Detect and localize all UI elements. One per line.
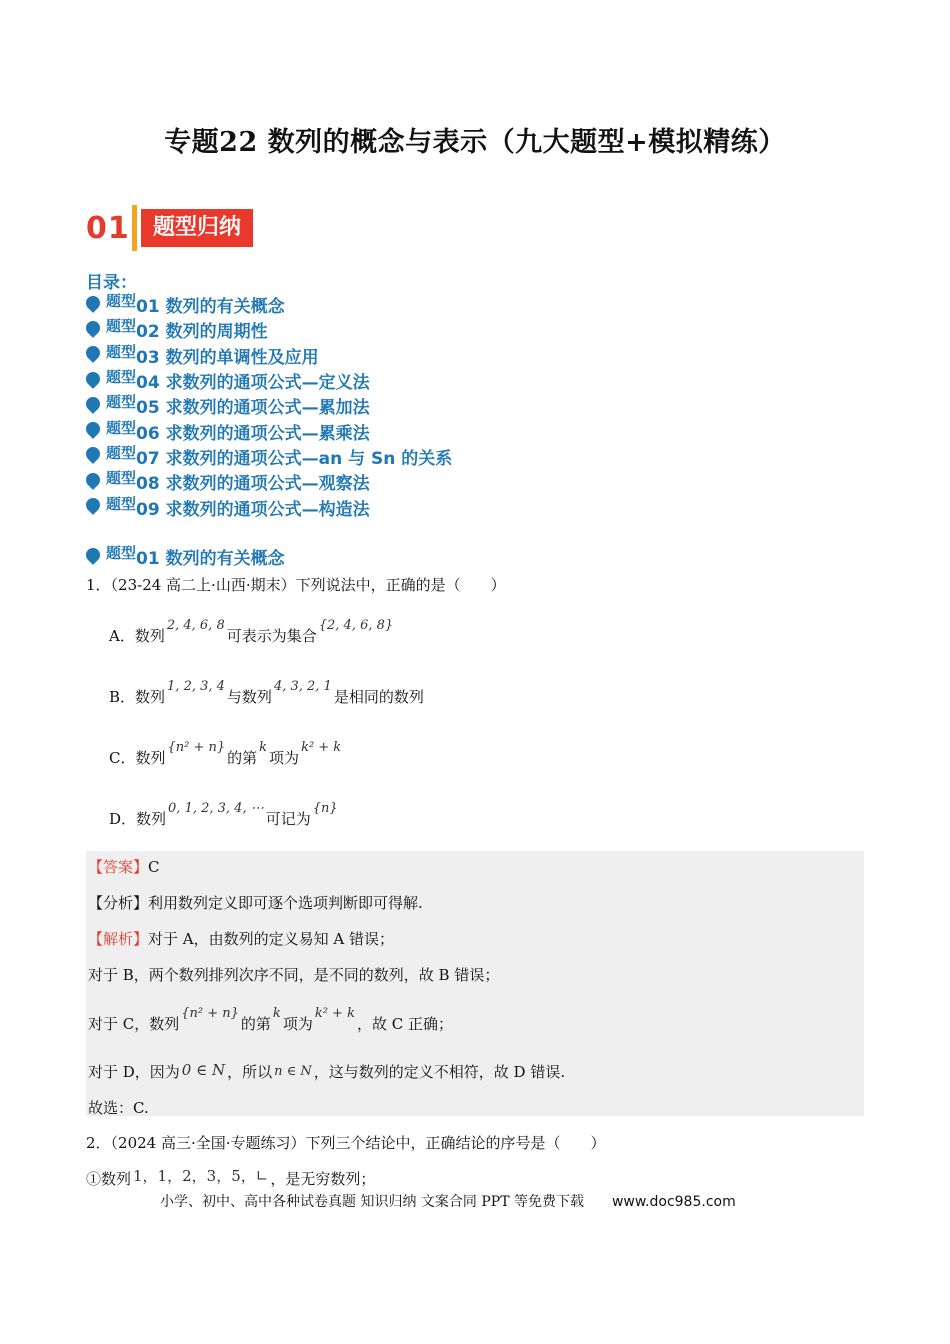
pin-icon [83, 369, 103, 389]
option-d-math-2: {n} [312, 801, 338, 816]
pin-icon [83, 445, 103, 465]
solution-math-3c: k² + k [314, 1006, 355, 1021]
solution-tag: 【解析】 [88, 930, 149, 948]
pin-icon [83, 495, 103, 515]
option-d-math-1: 0, 1, 2, 3, 4, ⋯ [168, 801, 264, 816]
pin-icon [83, 470, 103, 490]
footer-text: 小学、初中、高中各种试卷真题 知识归纳 文案合同 PPT 等免费下载 [160, 1194, 584, 1210]
solution-text-4c: ，这与数列的定义不相符，故 D 错误. [313, 1063, 566, 1081]
answer-value: C [148, 858, 160, 876]
option-a [109, 618, 395, 646]
option-d-text: 可记为 [265, 810, 311, 828]
option-b-math-1: 1, 2, 3, 4 [167, 679, 225, 694]
option-c-text: 的第 [227, 749, 258, 767]
pin-icon [83, 318, 103, 338]
question-1-stem: 1．（23-24 高二上·山西·期末）下列说法中，正确的是（ ） [86, 576, 506, 594]
option-a-math-1: 2, 4, 6, 8 [166, 618, 225, 633]
answer-tag: 【答案】 [88, 858, 149, 876]
question-2-item-1-math: 1，1，2，3，5，∟ [133, 1167, 269, 1185]
question-section-label: 01 数列的有关概念 [136, 549, 285, 569]
question-section-header [86, 544, 285, 569]
section-header [86, 205, 253, 251]
solution-line-1 [88, 928, 394, 949]
solution-text-4b: ，所以 [227, 1063, 273, 1081]
option-a-math-2: {2, 4, 6, 8} [318, 618, 394, 633]
toc-prefix: 题型 [106, 368, 137, 387]
solution-math-4b: n ∈ N [274, 1064, 312, 1079]
solution-line-4 [88, 1061, 565, 1082]
toc-item-label: 09 求数列的通项公式—构造法 [136, 499, 370, 520]
option-b-label: B．数列 [109, 688, 166, 706]
toc-item[interactable] [86, 469, 452, 494]
option-a-text: 可表示为集合 [226, 627, 317, 645]
analysis-line [88, 892, 423, 913]
solution-math-4a: 0 ∈ N [181, 1061, 226, 1079]
toc-item[interactable] [86, 317, 452, 342]
solution-text-4a: 对于 D，因为 [88, 1063, 180, 1081]
solution-text-3b: 的第 [240, 1015, 271, 1033]
option-c-math-3: k² + k [301, 740, 342, 755]
solution-math-3a: {n² + n} [181, 1006, 239, 1021]
solution-text-3c: 项为 [282, 1015, 313, 1033]
footer-url[interactable]: www.doc985.com [611, 1194, 736, 1210]
option-c-text-2: 项为 [269, 749, 300, 767]
solution-text-1: 对于 A，由数列的定义易知 A 错误； [148, 930, 394, 948]
toc-prefix: 题型 [106, 317, 137, 336]
option-c-math-2: k [259, 740, 268, 755]
page-title: 专题22 数列的概念与表示（九大题型+模拟精练） [164, 127, 786, 158]
pin-icon [83, 394, 103, 414]
solution-text-3d: ，故 C 正确； [356, 1015, 453, 1033]
toc-item-label: 05 求数列的通项公式—累加法 [136, 398, 370, 419]
toc-item[interactable] [86, 418, 452, 443]
toc-heading: 目录： [86, 273, 137, 293]
section-number: 01 [86, 210, 130, 246]
toc-prefix: 题型 [106, 342, 137, 361]
option-b-text: 与数列 [226, 688, 272, 706]
toc-prefix: 题型 [106, 393, 137, 412]
toc-prefix: 题型 [106, 494, 137, 513]
question-2-item-1-pre: ①数列 [86, 1170, 132, 1188]
solution-line-2: 对于 B，两个数列排列次序不同，是不同的数列，故 B 错误； [88, 966, 500, 984]
toc-item-label: 07 求数列的通项公式—an 与 Sn 的关系 [136, 448, 453, 469]
toc-item[interactable] [86, 444, 452, 469]
pin-icon [83, 545, 103, 565]
toc-item[interactable] [86, 393, 452, 418]
toc-item-label: 02 数列的周期性 [136, 322, 268, 343]
option-b-math-2: 4, 3, 2, 1 [273, 679, 332, 694]
toc-prefix: 题型 [106, 418, 137, 437]
toc-item[interactable] [86, 292, 452, 317]
toc-prefix: 题型 [106, 292, 137, 311]
toc-item-label: 03 数列的单调性及应用 [136, 347, 319, 368]
section-accent-bar [132, 205, 137, 251]
toc-item-label: 01 数列的有关概念 [136, 297, 285, 318]
option-c-label: C．数列 [109, 749, 166, 767]
option-c [109, 740, 343, 768]
analysis-text: 利用数列定义即可逐个选项判断即可得解. [148, 894, 423, 912]
toc-prefix: 题型 [106, 443, 137, 462]
answer-line [88, 856, 160, 877]
pin-icon [83, 343, 103, 363]
toc-item-label: 06 求数列的通项公式—累乘法 [136, 423, 370, 444]
option-c-math-1: {n² + n} [167, 740, 226, 755]
option-b-text-2: 是相同的数列 [333, 688, 424, 706]
toc-item[interactable] [86, 494, 452, 519]
pin-icon [83, 293, 103, 313]
question-2-stem: 2．（2024 高三·全国·专题练习）下列三个结论中，正确结论的序号是（ ） [86, 1134, 606, 1152]
question-2-item-1-post: ，是无穷数列； [270, 1170, 376, 1188]
analysis-tag: 【分析】 [88, 894, 149, 912]
option-d [109, 801, 340, 829]
solution-line-5: 故选：C. [88, 1099, 149, 1117]
toc-item-label: 08 求数列的通项公式—观察法 [136, 474, 370, 495]
question-section-prefix: 题型 [106, 544, 137, 562]
option-d-label: D．数列 [109, 810, 167, 828]
section-label: 题型归纳 [141, 209, 253, 247]
solution-line-3 [88, 1006, 453, 1034]
toc-item[interactable] [86, 368, 452, 393]
solution-text-3a: 对于 C，数列 [88, 1015, 180, 1033]
toc-item[interactable] [86, 343, 452, 368]
option-a-label: A．数列 [109, 627, 165, 645]
footer [160, 1191, 736, 1211]
toc-list [86, 292, 452, 520]
toc-item-label: 04 求数列的通项公式—定义法 [136, 373, 370, 394]
toc-prefix: 题型 [106, 469, 137, 488]
pin-icon [83, 419, 103, 439]
option-b [109, 679, 424, 707]
solution-math-3b: k [272, 1006, 281, 1021]
question-2-item-1 [86, 1168, 375, 1189]
